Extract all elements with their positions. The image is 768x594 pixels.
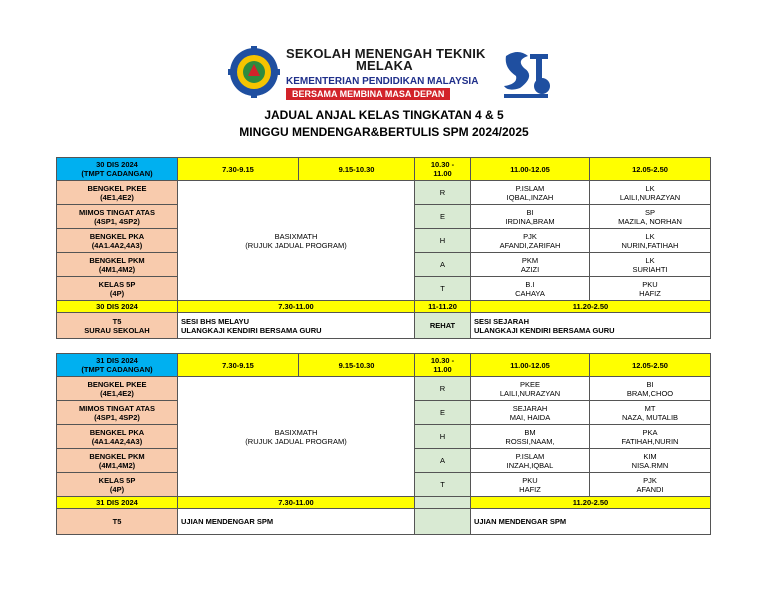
venue: SURAU SEKOLAH — [84, 325, 150, 335]
class-cell — [57, 181, 178, 205]
motto-banner: BERSAMA MEMBINA MASA DEPAN — [286, 88, 450, 100]
session-ujian-pm: UJIAN MENDENGAR SPM — [471, 509, 711, 535]
class-cell — [57, 229, 178, 253]
class-cell — [57, 205, 178, 229]
time-header — [415, 158, 471, 181]
subject: LK — [645, 255, 655, 265]
subject: PKU — [522, 475, 538, 485]
subject-cell — [471, 205, 590, 229]
time-header — [415, 354, 471, 377]
session-sejarah — [471, 313, 711, 339]
class-name: KELAS 5P — [98, 475, 136, 485]
time-header: 11.00-12.05 — [471, 158, 590, 181]
teacher: MAI, HAIDA — [509, 412, 551, 422]
session-bm — [178, 313, 415, 339]
class-cell — [57, 377, 178, 401]
subject: PKU — [642, 279, 658, 289]
class-code: (4SP1, 4SP2) — [94, 412, 140, 422]
class-cell — [57, 449, 178, 473]
class-code: (4A1.4A2,4A3) — [91, 436, 143, 446]
class-name: BENGKEL PKA — [89, 231, 145, 241]
teacher: IRDINA,BRAM — [505, 216, 555, 226]
rehat-letter: H — [415, 425, 471, 449]
subject-cell — [471, 181, 590, 205]
subject: PKA — [642, 427, 658, 437]
subject: LK — [645, 183, 655, 193]
t5-cell — [57, 313, 178, 339]
teacher: IQBAL,INZAH — [506, 192, 554, 202]
venue-note: (TMPT CADANGAN) — [81, 365, 153, 374]
subject: PJK — [643, 475, 657, 485]
school-gear-logo — [228, 46, 280, 98]
class-cell — [57, 253, 178, 277]
teacher: AFANDI,ZARIFAH — [499, 240, 561, 250]
subject-cell — [590, 449, 711, 473]
time-part: 10.30 - — [430, 160, 455, 169]
date-header-cell — [57, 354, 178, 377]
bottom-time: 11.20-2.50 — [471, 301, 711, 313]
rehat-cell-empty — [415, 509, 471, 535]
subject-cell — [471, 425, 590, 449]
program-note: (RUJUK JADUAL PROGRAM) — [245, 436, 347, 446]
subject-cell — [471, 449, 590, 473]
subject: PKM — [521, 255, 539, 265]
page-title-line2: MINGGU MENDENGAR&BERTULIS SPM 2024/2025 — [239, 125, 529, 139]
teacher: CAHAYA — [515, 288, 545, 298]
subject-cell — [471, 401, 590, 425]
rehat-letter: A — [415, 449, 471, 473]
subject-cell — [471, 253, 590, 277]
subject-cell — [590, 277, 711, 301]
rehat-cell: REHAT — [415, 313, 471, 339]
class-code: (4E1,4E2) — [100, 388, 134, 398]
subject-cell — [590, 377, 711, 401]
class-name: MIMOS TINGAT ATAS — [79, 207, 155, 217]
teacher: NURIN,FATIHAH — [621, 240, 679, 250]
session-note: ULANGKAJI KENDIRI BERSAMA GURU — [474, 325, 615, 335]
teacher: INZAH,IQBAL — [506, 460, 554, 470]
teacher: LAILI,NURAZYAN — [619, 192, 681, 202]
time-header: 12.05-2.50 — [590, 354, 711, 377]
schedule-table-30-dis — [56, 157, 711, 339]
bottom-date: 30 DIS 2024 — [57, 301, 178, 313]
teacher: LAILI,NURAZYAN — [499, 388, 561, 398]
rehat-letter: T — [415, 473, 471, 497]
class-code: (4P) — [109, 484, 125, 494]
teacher: MAZILA, NORHAN — [618, 216, 682, 226]
teacher: NAZA, MUTALIB — [621, 412, 679, 422]
time-header: 7.30-9.15 — [178, 354, 299, 377]
class-cell — [57, 473, 178, 497]
subject-cell — [590, 401, 711, 425]
subject-cell — [471, 377, 590, 401]
time-part: 10.30 - — [430, 356, 455, 365]
subject: KIM — [643, 451, 657, 461]
school-header — [228, 46, 558, 102]
subject: PKEE — [519, 379, 540, 389]
bottom-time: 11.20-2.50 — [471, 497, 711, 509]
subject: SEJARAH — [512, 403, 548, 413]
class-name: BENGKEL PKEE — [87, 379, 147, 389]
subject: BI — [646, 379, 654, 389]
teacher: FATIHAH,NURIN — [621, 436, 679, 446]
subject-cell — [471, 277, 590, 301]
session-title: SESI BHS MELAYU — [181, 316, 250, 326]
session-ujian-am: UJIAN MENDENGAR SPM — [178, 509, 415, 535]
subject: B.I — [525, 279, 535, 289]
t5-cell: T5 — [57, 509, 178, 535]
class-cell — [57, 401, 178, 425]
class-code: (4A1.4A2,4A3) — [91, 240, 143, 250]
subject-cell — [590, 473, 711, 497]
session-title: SESI SEJARAH — [474, 316, 530, 326]
rehat-letter: E — [415, 401, 471, 425]
time-part: 11.00 — [433, 365, 452, 374]
time-header: 7.30-9.15 — [178, 158, 299, 181]
program-name: BASIXMATH — [274, 231, 318, 241]
rehat-letter: E — [415, 205, 471, 229]
subject-cell — [471, 229, 590, 253]
teacher: NISA.RMN — [631, 460, 669, 470]
break-time: 11-11.20 — [415, 301, 471, 313]
date-header-cell — [57, 158, 178, 181]
school-name — [286, 48, 486, 72]
teacher: HAFIZ — [639, 288, 661, 298]
subject: PJK — [523, 231, 537, 241]
time-part: 11.00 — [433, 169, 452, 178]
class-name: BENGKEL PKM — [89, 255, 145, 265]
subject-cell — [590, 253, 711, 277]
school-name-line1: SEKOLAH MENENGAH TEKNIK — [286, 46, 486, 61]
time-header: 9.15-10.30 — [299, 158, 415, 181]
ministry-name: KEMENTERIAN PENDIDIKAN MALAYSIA — [286, 76, 479, 87]
teacher: AZIZI — [520, 264, 540, 274]
class-name: BENGKEL PKM — [89, 451, 145, 461]
merged-program-cell — [178, 181, 415, 301]
class-code: (4SP1, 4SP2) — [94, 216, 140, 226]
subject-cell — [590, 205, 711, 229]
subject-cell — [590, 181, 711, 205]
rehat-letter: T — [415, 277, 471, 301]
subject: SP — [644, 207, 655, 217]
teacher: ROSSI,NAAM, — [505, 436, 555, 446]
subject: BM — [524, 427, 536, 437]
subject: P.ISLAM — [515, 183, 545, 193]
class-name: MIMOS TINGAT ATAS — [79, 403, 155, 413]
time-header: 9.15-10.30 — [299, 354, 415, 377]
subject: MT — [644, 403, 656, 413]
rehat-letter: A — [415, 253, 471, 277]
teacher: AFANDI — [636, 484, 664, 494]
bottom-date: 31 DIS 2024 — [57, 497, 178, 509]
class-code: (4M1,4M2) — [98, 264, 136, 274]
bottom-time: 7.30-11.00 — [178, 497, 415, 509]
subject-cell — [590, 425, 711, 449]
page-title-line1: JADUAL ANJAL KELAS TINGKATAN 4 & 5 — [264, 108, 504, 122]
subject: BI — [526, 207, 534, 217]
subject: P.ISLAM — [515, 451, 545, 461]
school-name-line2: MELAKA — [356, 58, 413, 73]
class-code: (4P) — [109, 288, 125, 298]
time-header: 11.00-12.05 — [471, 354, 590, 377]
teacher: SURIAHTI — [632, 264, 668, 274]
subject-cell — [471, 473, 590, 497]
session-note: ULANGKAJI KENDIRI BERSAMA GURU — [181, 325, 322, 335]
break-time-empty — [415, 497, 471, 509]
subject: LK — [645, 231, 655, 241]
time-header: 12.05-2.50 — [590, 158, 711, 181]
rehat-letter: R — [415, 181, 471, 205]
teacher: HAFIZ — [519, 484, 541, 494]
teacher: BRAM,CHOO — [626, 388, 674, 398]
sts-logo — [498, 46, 554, 102]
class-code: (4M1,4M2) — [98, 460, 136, 470]
date-label: 31 DIS 2024 — [96, 356, 138, 365]
class-name: BENGKEL PKA — [89, 427, 145, 437]
bottom-time: 7.30-11.00 — [178, 301, 415, 313]
rehat-letter: R — [415, 377, 471, 401]
subject-cell — [590, 229, 711, 253]
class-code: (4E1,4E2) — [100, 192, 134, 202]
class-cell — [57, 277, 178, 301]
date-label: 30 DIS 2024 — [96, 160, 138, 169]
t5-label: T5 — [112, 316, 122, 326]
class-name: BENGKEL PKEE — [87, 183, 147, 193]
class-cell — [57, 425, 178, 449]
rehat-letter: H — [415, 229, 471, 253]
schedule-table-31-dis — [56, 353, 711, 535]
venue-note: (TMPT CADANGAN) — [81, 169, 153, 178]
program-note: (RUJUK JADUAL PROGRAM) — [245, 240, 347, 250]
class-name: KELAS 5P — [98, 279, 136, 289]
program-name: BASIXMATH — [274, 427, 318, 437]
merged-program-cell — [178, 377, 415, 497]
